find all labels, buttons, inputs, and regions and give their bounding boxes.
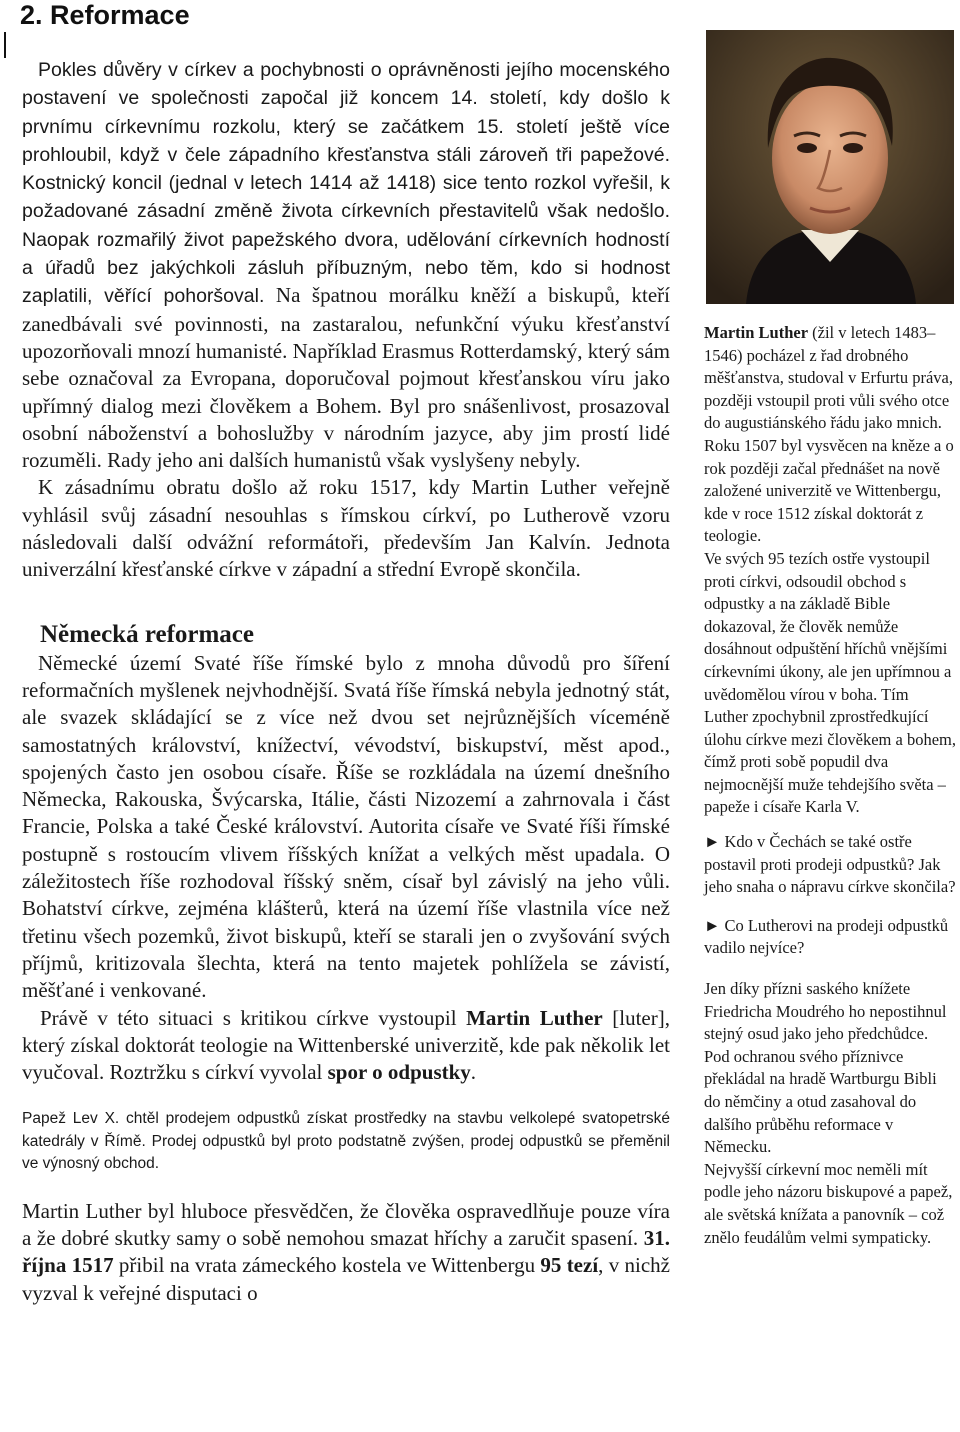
luther-intro-text-2: [luter], který získal doktorát teologie na Wittenberské univerzitě, kde pak několik let vyučoval. Roztržku s církví vyvolal xyxy=(22,1005,670,1085)
question-1: ► Kdo v Čechách se také ostře postavil proti prodeji odpustků? Jak jeho snaha o nápravu církve skončila? xyxy=(704,832,956,897)
luther-portrait-image xyxy=(706,30,954,304)
pope-leo-note: Papež Lev X. chtěl prodejem odpustků získat prostředky na stavbu velkolepé svatopetrské katedrály v Římě. Prodej odpustků byl proto podstatně zvýšen, prodej odpustků se přeměnil ve výnosný obchod. xyxy=(22,1110,670,1173)
question-2: ► Co Lutherovi na prodeji odpustků vadilo nejvíce? xyxy=(704,915,949,958)
caption-text: (žil v letech 1483–1546) pocházel z řad drobného měšťanstva, studoval v Erfurtu práva, později vstoupil proti vůli svého otce do augustiánského řádu jako mnich. Roku 1507 byl vysvěcen na kněze a o rok později začal přednášet na nově založené univerzitě ve Wittenbergu, kde v roce 1512 získal doktorát z teologie. xyxy=(704,323,954,546)
indulgence-dispute-bold: spor o odpustky xyxy=(327,1060,471,1085)
luther-intro-text: Právě v této situaci s kritikou církve vystoupil xyxy=(40,1005,467,1030)
intro-text-court: Naopak rozmařilý život papežského dvora, udělování církevních hodností a úřadů bez jakýchkoli zásluh příbuzným, nebo těm, kdo si hodnost zaplatili, věřící pohoršoval. xyxy=(22,228,670,308)
caption-name: Martin Luther xyxy=(704,323,809,342)
intro-text-council: Kostnický koncil (jednal v letech 1414 až 1418) sice tento rozkol vyřešil, k požadované zásadní změně života církevních přestavitelů však nedošlo. xyxy=(22,172,670,223)
theses-text: Martin Luther byl hluboce přesvědčen, že člověka ospravedlňuje pouze víra a že dobré skutky samy o sobě nemohou smazat hříchy a zaručit spasení. xyxy=(22,1198,670,1251)
intro-text: Pokles důvěry v církev a pochybnosti o oprávněnosti jejího mocenského postavení ve společnosti započal již koncem 14. století, kdy došlo k prvnímu církevnímu rozkolu, který se začátkem 15. století ještě více prohloubil, když v čele západního křesťanstva stáli zároveň tři papežové. xyxy=(22,59,670,166)
turning-point-paragraph: K zásadnímu obratu došlo až roku 1517, kdy Martin Luther veřejně vyhlásil svůj zásadní nesouhlas s římskou církví, po Lutherově vzoru následovali další odvážní reformátoři, především Jan Kalvín. Jednota univerzální křesťanské církve v západní a střední Evropě skončila. xyxy=(22,475,670,582)
sidebar-column xyxy=(704,322,956,1249)
caption-theses: Ve svých 95 tezích ostře vystoupil proti církvi, odsoudil obchod s odpustky a na základě Bible dokazoval, že člověk nemůže dosáhnout odpuštění hříchů vnějšími církevními úkony, ale jen upřímnou a uvědomělou vírou v boha. Tím Luther zpochybnil zprostředkující úlohu církve mezi člověkem a bohem, čímž proti sobě popudil dva nejmocnější muže tehdejšího světa – papeže i císaře Karla V. xyxy=(704,548,956,817)
theses-text-3: , v nichž vyzval k veřejné disputaci o xyxy=(22,1253,670,1305)
church-power-paragraph: Nejvyšší církevní moc neměli mít podle jeho názoru biskupové a papež, ale světská knížata a panovník – což znělo feudálům velmi sympaticky. xyxy=(704,1159,953,1247)
date-bold: 31. října 1517 xyxy=(22,1226,670,1278)
german-reformation-paragraph: Německé území Svaté říše římské bylo z mnoha důvodů pro šíření reformačních myšlenek nejvhodnější. Svatá říše římská nebyla jednotný stát, ale svazek skládající se z více než dvou set nejrůznějších víceméně samostatných království, knížectví, vévodství, biskupství, měst apod., spojených často jen osobou císaře. Říše se rozkládala na území dnešního Německa, Rakouska, Švýcarska, Itálie, části Nizozemí a zahrnovala i část Francie, Polska a také České království. Autorita císaře ve Svaté říši římské postupně s rostoucím vlivem říšských knížat a velkých měst upadala. O záležitostech říše rozhodoval říšský sněm, císař byl závislý na jeho vůli. Bohatství církve, zejména klášterů, která na území říše vlastnila více než třetinu všech pozemků, život biskupů, kteří se starali jen o zvyšování svých příjmů, kritizovala šlechta, která na tento majetek pohlížela se závistí, měšťané i venkované. xyxy=(22,650,670,1003)
intro-text-clergy: Na špatnou morálku kněží a biskupů, kteří zanedbávali své povinnosti, na zastaralou, nefunkční výuku křesťanství upozorňovali mnozí humanisté. xyxy=(22,283,670,363)
theses-paragraph xyxy=(22,1198,670,1307)
luther-intro-paragraph xyxy=(22,1005,670,1087)
luther-intro-end: . xyxy=(470,1060,477,1085)
portrait-caption xyxy=(704,322,956,548)
intro-text-erasmus: Například Erasmus Rotterdamský, který sám sebe označoval za Evropana, doporučoval pojmout křesťanskou víru jako upřímný dialog mezi člověkem a Bohem. Byl pro snášenlivost, prosazoval osobní náboženství a bohoslužby v národním jazyce, aby jim prostí lidé rozuměli. Rady jeho ani dalších humanistů však vyslyšeny nebyly. xyxy=(22,338,670,473)
text-cursor xyxy=(4,32,6,58)
theses-text-2: přibil na vrata zámeckého kostela ve Wittenbergu xyxy=(113,1253,541,1278)
main-text-column xyxy=(22,56,670,1307)
luther-name-bold: Martin Luther xyxy=(466,1005,603,1030)
protection-paragraph: Jen díky přízni saského knížete Friedricha Moudrého ho nepostihnul stejný osud jako jeho předchůdce. Pod ochranou svého příznivce překládal na hradě Wartburgu Bibli do němčiny a otud zasahoval do dalšího průběhu reformace v Německu. xyxy=(704,979,947,1157)
page-title: 2. Reformace xyxy=(20,0,190,30)
section-heading: Německá reformace xyxy=(40,620,255,648)
portrait-illustration xyxy=(706,30,954,304)
theses-count-bold: 95 tezí xyxy=(540,1253,599,1278)
intro-paragraph xyxy=(22,56,670,474)
